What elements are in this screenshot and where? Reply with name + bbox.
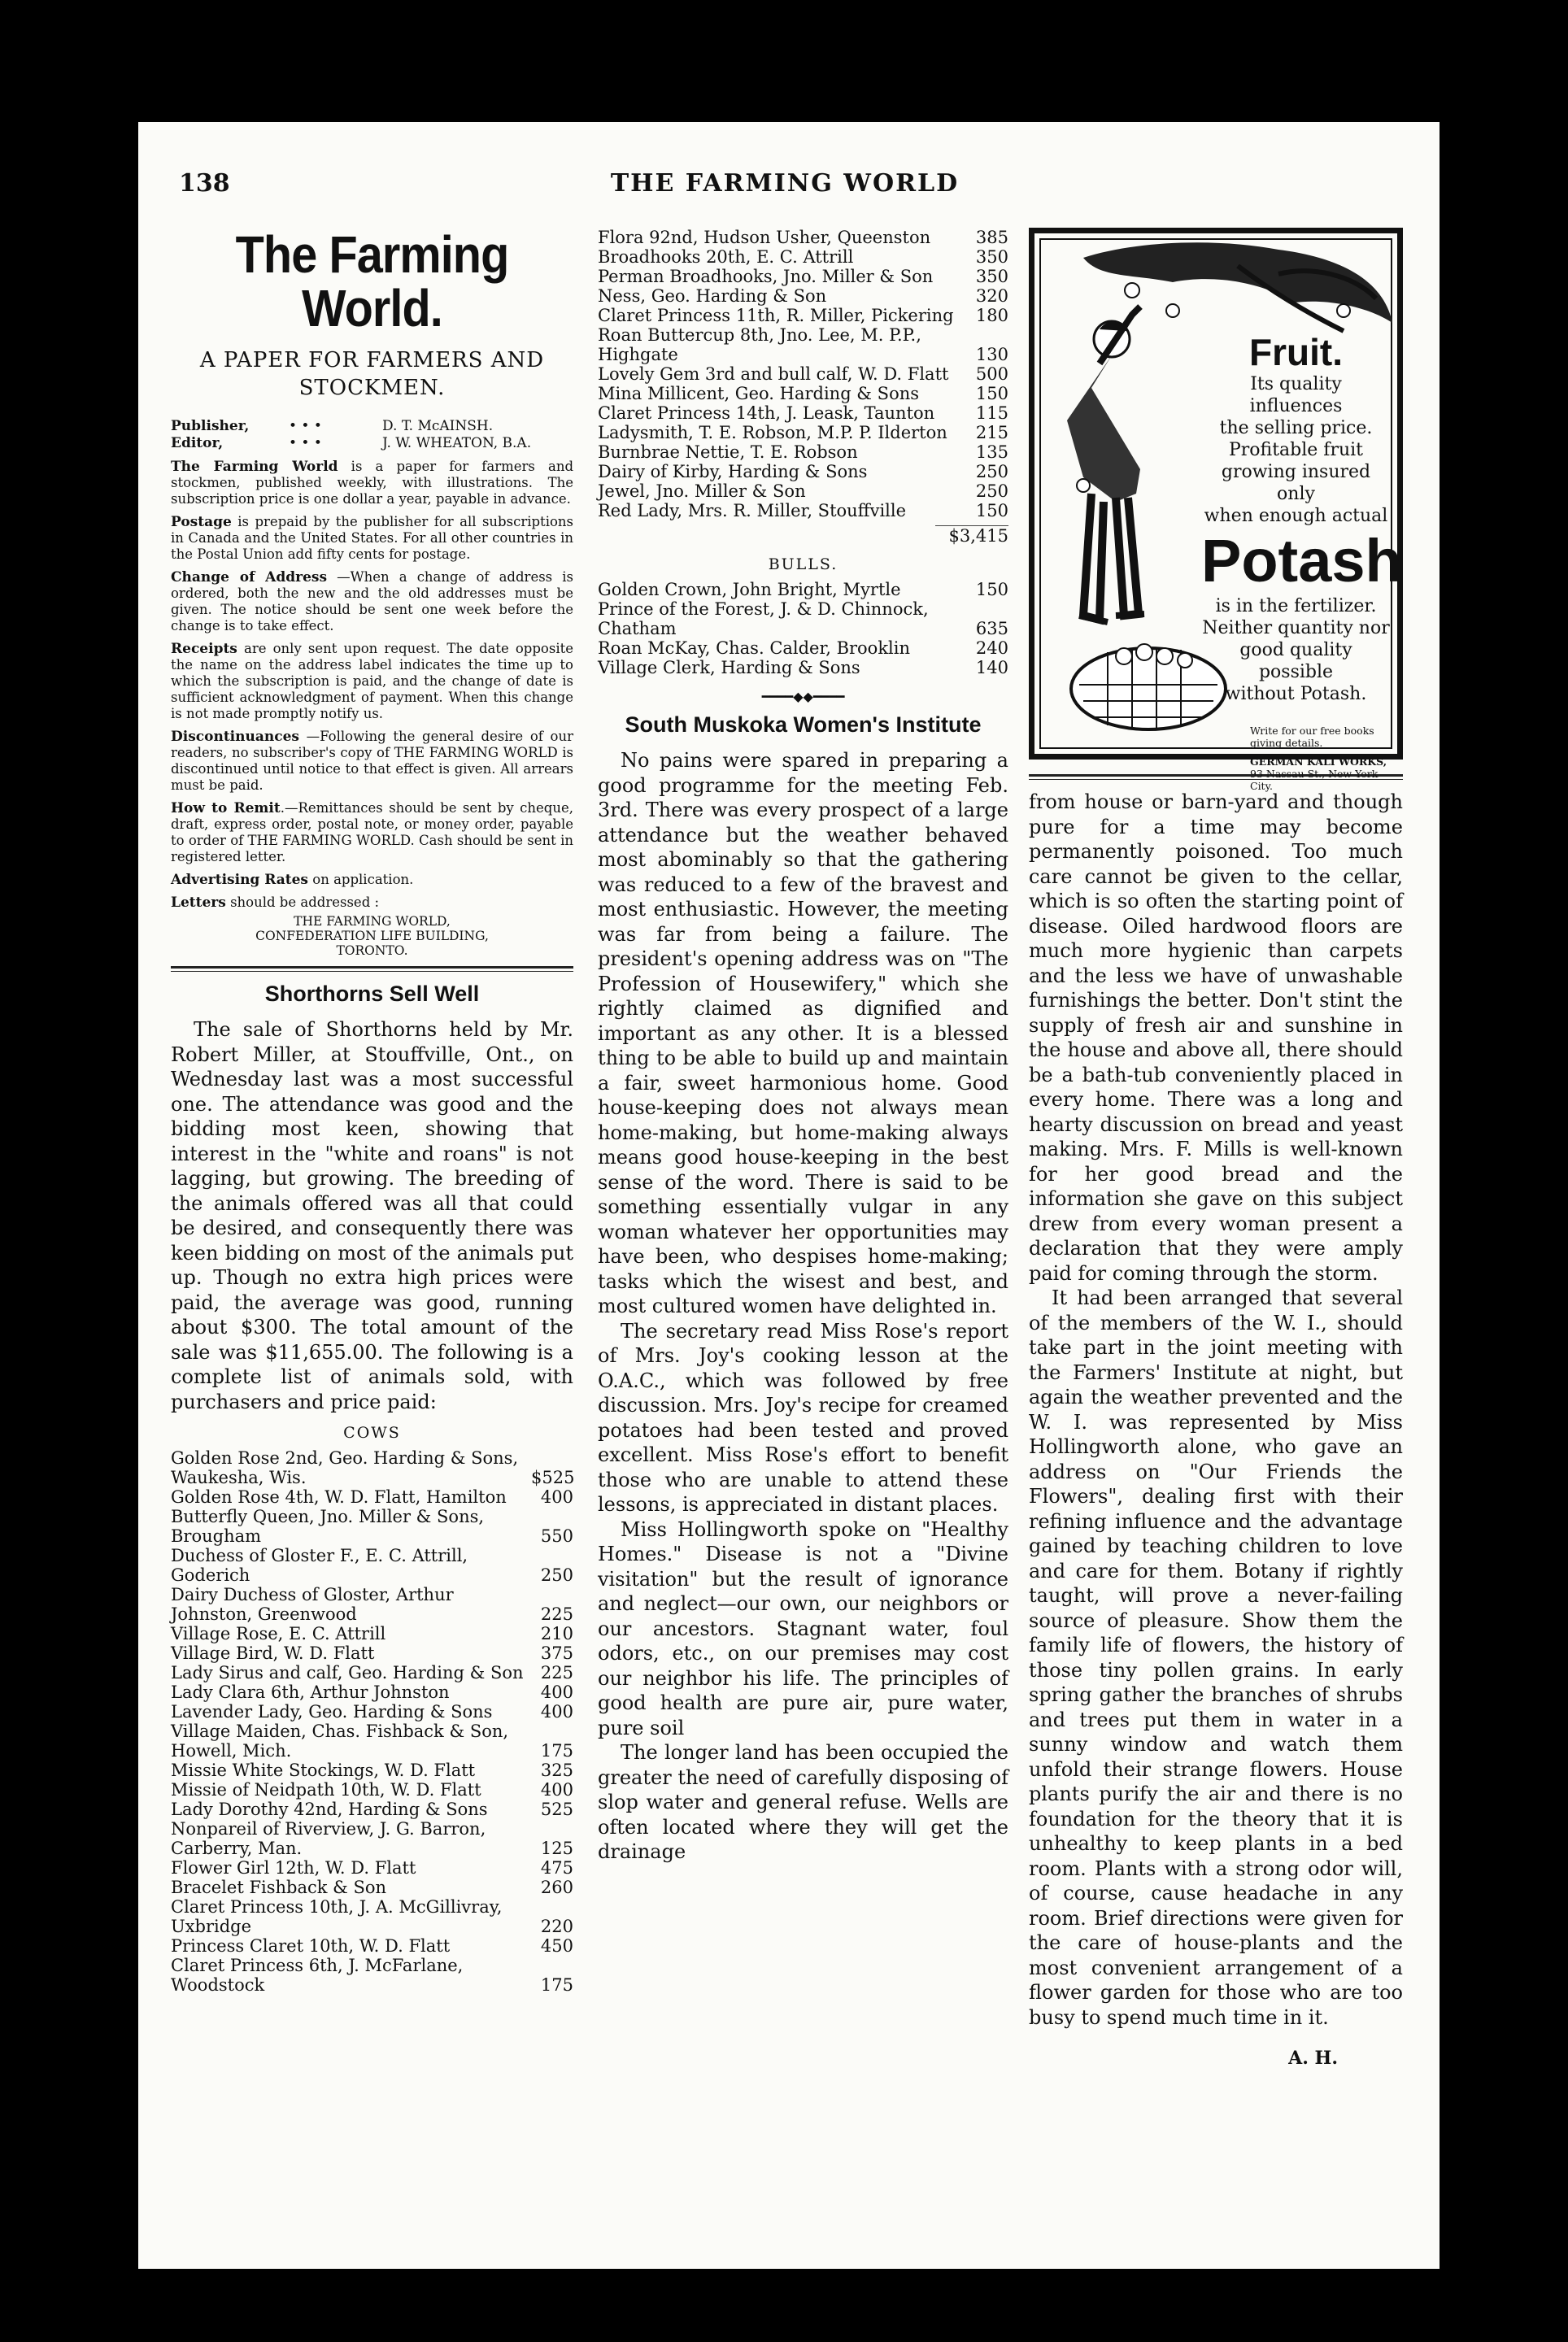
list-item <box>171 1956 573 1995</box>
list-item <box>171 1682 573 1702</box>
cows-list-continued <box>598 228 1008 520</box>
list-item-text: Lady Sirus and calf, Geo. Harding & Son <box>171 1663 524 1682</box>
notice-item: Change of Address —When a change of address is ordered, both the new and the old addresses must be given. The notice should be sent one week before the change is to take effect. <box>171 569 573 633</box>
list-item <box>598 306 1008 325</box>
notice-item: Letters should be addressed : <box>171 895 380 911</box>
notice-head: How to Remit <box>171 800 281 816</box>
paragraph: Miss Hollingworth spoke on "Healthy Homes." Disease is not a "Divine visitation" but the result of ignorance and neglect—our own, our neighbors or our ancestors. Stagnant water, foul odors, etc., on our premises may cost our neighbor his life. The principles of good health are pure air, pure water, pure soil <box>598 1517 1008 1739</box>
list-item-text: Village Rose, E. C. Attrill <box>171 1624 386 1643</box>
list-item-text: Prince of the Forest, J. & D. Chinnock, Chatham <box>598 599 929 638</box>
list-item-text: Roan McKay, Chas. Calder, Brooklin <box>598 638 911 658</box>
list-item <box>598 267 1008 286</box>
list-item-text: Princess Claret 10th, W. D. Flatt <box>171 1936 451 1956</box>
list-item <box>171 1448 573 1487</box>
notice-head: The Farming World <box>171 459 338 475</box>
list-item <box>598 384 1008 403</box>
list-item <box>598 286 1008 306</box>
list-item <box>598 247 1008 267</box>
list-item-text: Roan Buttercup 8th, Jno. Lee, M. P.P., Highgate <box>598 325 921 364</box>
ad-line: when enough actual <box>1204 506 1388 526</box>
list-item-text: Lavender Lady, Geo. Harding & Sons <box>171 1702 493 1722</box>
list-item <box>171 1800 573 1819</box>
list-item <box>171 1585 573 1624</box>
list-item-text: Golden Rose 2nd, Geo. Harding & Sons, Waukesha, Wis. <box>171 1448 519 1487</box>
list-item <box>598 658 1008 677</box>
list-item-text: Red Lady, Mrs. R. Miller, Stouffville <box>598 501 907 520</box>
ad-write-note: Write for our free books giving details. <box>1250 725 1374 749</box>
ad-line: is in the fertilizer. <box>1215 596 1377 616</box>
list-item-price: 225 <box>540 1663 573 1682</box>
list-item-price: 220 <box>540 1917 573 1936</box>
notice-item: Postage is prepaid by the publisher for all subscriptions in Canada and the United States. For all other countries in the Postal Union add fifty cents for postage. <box>171 514 573 562</box>
editor-name: J. W. WHEATON, B.A. <box>382 435 532 451</box>
cows-total: $3,415 <box>935 525 1008 546</box>
list-item <box>171 1507 573 1546</box>
notice-head: Letters <box>171 895 226 911</box>
ad-line: without Potash. <box>1225 684 1367 704</box>
list-item <box>598 442 1008 462</box>
list-item <box>171 1546 573 1585</box>
ad-line: the selling price. <box>1219 418 1373 438</box>
list-item-text: Bracelet Fishback & Son <box>171 1878 387 1897</box>
ad-line: good quality possible <box>1239 640 1352 682</box>
list-item-text: Ness, Geo. Harding & Son <box>598 286 827 306</box>
cows-heading: COWS <box>343 1424 401 1442</box>
notice-item: Advertising Rates on application. <box>171 872 414 888</box>
paragraph: from house or barn-yard and though pure for a time may become permanently poisoned. Too much care cannot be given to the cellar, which is so often the starting point of disease. Oiled hardwood floors are much more hygienic than carpets and the less we have of unwashable furnishings the better. Don't stint the supply of fresh air and sunshine in the house and above all, there should be a bath-tub conveniently placed in every home. There was a long and hearty discussion on bread and yeast making. Mrs. F. Mills is well-known for her good bread and the information she gave on this subject drew from every woman present a declaration that they were amply paid for coming through the storm. <box>1029 790 1403 1285</box>
list-item <box>598 423 1008 442</box>
list-item-text: Flora 92nd, Hudson Usher, Queenston <box>598 228 931 247</box>
list-item-price: 175 <box>540 1741 573 1761</box>
address-line: TORONTO. <box>336 943 408 958</box>
potash-advertisement <box>1029 228 1403 792</box>
list-item-price: 140 <box>975 658 1008 677</box>
list-item-price: 250 <box>975 462 1008 481</box>
ad-line: Neither quantity nor <box>1202 618 1390 638</box>
list-item-price: 500 <box>975 364 1008 384</box>
list-item-price: 210 <box>540 1624 573 1643</box>
page-header <box>179 169 1391 202</box>
list-item-text: Missie White Stockings, W. D. Flatt <box>171 1761 476 1780</box>
masthead-subtitle: A PAPER FOR FARMERS AND STOCKMEN. <box>199 348 545 400</box>
page-number: 138 <box>179 169 230 198</box>
running-title: THE FARMING WORLD <box>610 169 960 198</box>
list-item <box>171 1780 573 1800</box>
ad-product: Potash <box>1201 527 1402 594</box>
ad-company: GERMAN KALI WORKS, <box>1250 755 1387 768</box>
list-item-text: Claret Princess 14th, J. Leask, Taunton <box>598 403 935 423</box>
list-item-price: 250 <box>540 1565 573 1585</box>
list-item-text: Claret Princess 11th, R. Miller, Pickering <box>598 306 954 325</box>
list-item-text: Village Maiden, Chas. Fishback & Son, Howell, Mich. <box>171 1722 509 1761</box>
ad-headline: Fruit. <box>1249 331 1343 373</box>
newspaper-page <box>138 122 1440 2269</box>
article-heading-shorthorns: Shorthorns Sell Well <box>264 982 480 1006</box>
list-item-text: Mina Millicent, Geo. Harding & Sons <box>598 384 920 403</box>
list-item <box>598 325 1008 364</box>
list-item <box>598 501 1008 520</box>
list-item <box>171 1761 573 1780</box>
list-item <box>171 1643 573 1663</box>
notice-head: Advertising Rates <box>171 872 309 888</box>
list-item-price: 350 <box>975 247 1008 267</box>
list-item-text: Lady Dorothy 42nd, Harding & Sons <box>171 1800 488 1819</box>
notice-head: Change of Address <box>171 569 328 586</box>
list-item <box>598 599 1008 638</box>
address-line: THE FARMING WORLD, <box>294 914 451 929</box>
list-item-text: Lady Clara 6th, Arthur Johnston <box>171 1682 450 1702</box>
list-item-text: Dairy Duchess of Gloster, Arthur Johnston, Greenwood <box>171 1585 454 1624</box>
paragraph: The secretary read Miss Rose's report of Mrs. Joy's cooking lesson at the O.A.C., which was followed by free discussion. Mrs. Joy's recipe for creamed potatoes had been tested and proved excellent. Miss Rose's effort to benefit those who are unable to attend these lessons, is appreciated in distant places. <box>598 1319 1008 1516</box>
publisher-label: Publisher, <box>171 418 250 434</box>
list-item-price: 525 <box>540 1800 573 1819</box>
address-line: CONFEDERATION LIFE BUILDING, <box>255 929 489 943</box>
paragraph: The longer land has been occupied the greater the need of carefully disposing of slop water and general refuse. Wells are often located where they will get the drainage <box>598 1741 1008 1863</box>
list-item-price: 400 <box>540 1682 573 1702</box>
list-item <box>598 580 1008 599</box>
publisher-name: D. T. McAINSH. <box>382 418 494 434</box>
list-item-price: 385 <box>975 228 1008 247</box>
list-item-price: 350 <box>975 267 1008 286</box>
list-item-price: 130 <box>975 345 1008 364</box>
column-1 <box>171 225 575 1995</box>
list-item <box>171 1487 573 1507</box>
list-item <box>598 638 1008 658</box>
list-item <box>598 228 1008 247</box>
ad-lines-bottom <box>1201 595 1391 705</box>
ad-line: Profitable fruit <box>1228 440 1364 460</box>
list-item <box>598 403 1008 423</box>
list-item-price: 225 <box>540 1604 573 1624</box>
notice-item: How to Remit.—Remittances should be sent by cheque, draft, express order, postal note, or money order, payable to order of THE FARMING WORLD. Cash should be sent in registered letter. <box>171 800 573 864</box>
list-item <box>171 1858 573 1878</box>
ad-copy <box>1201 331 1402 792</box>
list-item <box>171 1936 573 1956</box>
list-item-text: Flower Girl 12th, W. D. Flatt <box>171 1858 416 1878</box>
list-item-price: 250 <box>975 481 1008 501</box>
signature: A. H. <box>1288 2048 1338 2069</box>
paragraph: It had been arranged that several of the members of the W. I., should take part in the joint meeting with the Farmers' Institute at night, but again the weather prevented and the W. I. was represented by Miss Hollingworth alone, who gave an address on "Our Friends the Flowers", dealing first with their refining influence and the advantage gained by teaching children to love and care for them. Botany if rightly taught, will prove a never-failing source of pleasure. Show them the family life of flowers, the history of those tiny pollen grains. In early spring gather the branches of shrubs and trees put them in water in a sunny window and watch them unfold their strange flowers. House plants purify the air and there is no foundation for the theory that it is unhealthy to keep plants in a bed room. Plants with a strong odor will, of course, cause headache in any room. Brief directions were given for the care of house-plants and the most convenient arrangement of a flower garden for those who are too busy to spend much time in it. <box>1029 1286 1403 2029</box>
notice-head: Receipts <box>171 641 237 657</box>
list-item <box>171 1663 573 1682</box>
column-2 <box>598 228 1008 1865</box>
list-item-price: 635 <box>975 619 1008 638</box>
list-item-text: Claret Princess 6th, J. McFarlane, Woodstock <box>171 1956 464 1995</box>
mailing-address <box>171 914 573 958</box>
bulls-heading: BULLS. <box>768 555 838 573</box>
list-item <box>171 1702 573 1722</box>
list-item-text: Golden Rose 4th, W. D. Flatt, Hamilton <box>171 1487 507 1507</box>
list-item-text: Claret Princess 10th, J. A. McGillivray, Uxbridge <box>171 1897 503 1936</box>
list-item-text: Ladysmith, T. E. Robson, M.P. P. Ilderton <box>598 423 947 442</box>
list-item-price: 135 <box>975 442 1008 462</box>
list-item <box>171 1897 573 1936</box>
list-item-price: 400 <box>540 1487 573 1507</box>
list-item-text: Perman Broadhooks, Jno. Miller & Son <box>598 267 934 286</box>
list-item-price: 150 <box>975 580 1008 599</box>
list-item-price: 175 <box>540 1975 573 1995</box>
ad-line: growing insured only <box>1221 462 1371 504</box>
notice-head: Discontinuances <box>171 729 299 745</box>
list-item-price: 240 <box>975 638 1008 658</box>
publisher-notices <box>171 459 573 911</box>
list-item <box>598 462 1008 481</box>
notice-item: Discontinuances —Following the general desire of our readers, no subscriber's copy of THE FARMING WORLD is discontinued until notice to that effect is given. All arrears must be paid. <box>171 729 573 793</box>
list-item-text: Dairy of Kirby, Harding & Sons <box>598 462 868 481</box>
list-item-text: Jewel, Jno. Miller & Son <box>598 481 806 501</box>
list-item <box>171 1819 573 1858</box>
list-item-text: Butterfly Queen, Jno. Miller & Sons, Brougham <box>171 1507 485 1546</box>
list-item-text: Golden Crown, John Bright, Myrtle <box>598 580 901 599</box>
shorthorns-body: The sale of Shorthorns held by Mr. Robert Miller, at Stouffville, Ont., on Wednesday last was a most successful one. The attendance was good and the bidding most keen, showing that interest in the "white and roans" is not lagging, but growing. The breeding of the animals offered was all that could be desired, and consequently there was keen bidding on most of the animals put up. Though no extra high prices were paid, the average was good, running about $300. The total amount of the sale was $11,655.00. The following is a complete list of animals sold, with purchasers and price paid: <box>171 1018 573 1413</box>
list-item-price: 450 <box>540 1936 573 1956</box>
cows-list <box>171 1448 573 1995</box>
list-item-text: Duchess of Gloster F., E. C. Attrill, Goderich <box>171 1546 468 1585</box>
list-item-text: Village Clerk, Harding & Sons <box>598 658 860 677</box>
list-item-price: 475 <box>540 1858 573 1878</box>
ornament-divider: ━━━━◆◆━━━━ <box>761 689 845 704</box>
list-item-price: 320 <box>975 286 1008 306</box>
list-item-price: 215 <box>975 423 1008 442</box>
list-item-text: Village Bird, W. D. Flatt <box>171 1643 375 1663</box>
list-item-price: 260 <box>540 1878 573 1897</box>
notice-head: Postage <box>171 514 232 530</box>
list-item-price: 400 <box>540 1702 573 1722</box>
list-item-price: 125 <box>540 1839 573 1858</box>
list-item-text: Burnbrae Nettie, T. E. Robson <box>598 442 858 462</box>
list-item-price: $525 <box>531 1468 575 1487</box>
list-item-text: Missie of Neidpath 10th, W. D. Flatt <box>171 1780 481 1800</box>
list-item-price: 375 <box>540 1643 573 1663</box>
list-item-text: Broadhooks 20th, E. C. Attrill <box>598 247 854 267</box>
ad-line: Its quality influences <box>1249 374 1343 416</box>
bulls-list <box>598 580 1008 677</box>
ad-lines-top <box>1201 373 1391 527</box>
muskoka-body <box>598 748 1008 1865</box>
list-item <box>598 364 1008 384</box>
list-item-price: 400 <box>540 1780 573 1800</box>
list-item <box>171 1878 573 1897</box>
editor-label: Editor, <box>171 435 224 451</box>
list-item <box>171 1624 573 1643</box>
list-item-price: 150 <box>975 501 1008 520</box>
list-item-price: 115 <box>975 403 1008 423</box>
article-heading-muskoka: South Muskoka Women's Institute <box>625 712 982 737</box>
muskoka-body-continued <box>1029 790 1403 2030</box>
list-item-price: 325 <box>540 1761 573 1780</box>
list-item-price: 550 <box>540 1526 573 1546</box>
column-3 <box>1029 228 1403 2069</box>
masthead-title: The Farming World. <box>235 225 509 337</box>
list-item-text: Nonpareil of Riverview, J. G. Barron, Carberry, Man. <box>171 1819 486 1858</box>
ad-address: 93 Nassau St., New York City. <box>1250 768 1379 792</box>
list-item-text: Lovely Gem 3rd and bull calf, W. D. Flatt <box>598 364 949 384</box>
list-item-price: 180 <box>975 306 1008 325</box>
double-rule <box>171 966 573 972</box>
notice-item: Receipts are only sent upon request. The date opposite the name on the address label indicates the time up to which the subscription is paid, and the change of date is sufficient acknowledgment of payment. When this change is not made promptly notify us. <box>171 641 573 721</box>
staff-list: Publisher, • • • D. T. McAINSH. Editor, • • • J. W. WHEATON, B.A. <box>171 418 532 451</box>
notice-item: The Farming World is a paper for farmers and stockmen, published weekly, with illustrations. The subscription price is one dollar a year, payable in advance. <box>171 459 574 507</box>
list-item <box>171 1722 573 1761</box>
list-item <box>598 481 1008 501</box>
list-item-price: 150 <box>975 384 1008 403</box>
paragraph: No pains were spared in preparing a good programme for the meeting Feb. 3rd. There was every prospect of a large attendance but the weather behaved most abominably so that the gathering was reduced to a few of the bravest and most enthusiastic. However, the meeting was far from being a failure. The president's opening address was on "The Profession of Housewifery," which she rightly claimed as dignified and important as any other. It is a blessed thing to be able to build up and maintain a fair, sweet harmonious home. Good house-keeping does not always mean home-making, but home-making always means good house-keeping in the best sense of the word. There is said to be something essentially vulgar in any woman whatever her opportunities may have been, who despises home-making; tasks which the wisest and best, and most cultured women have delighted in. <box>598 749 1008 1317</box>
